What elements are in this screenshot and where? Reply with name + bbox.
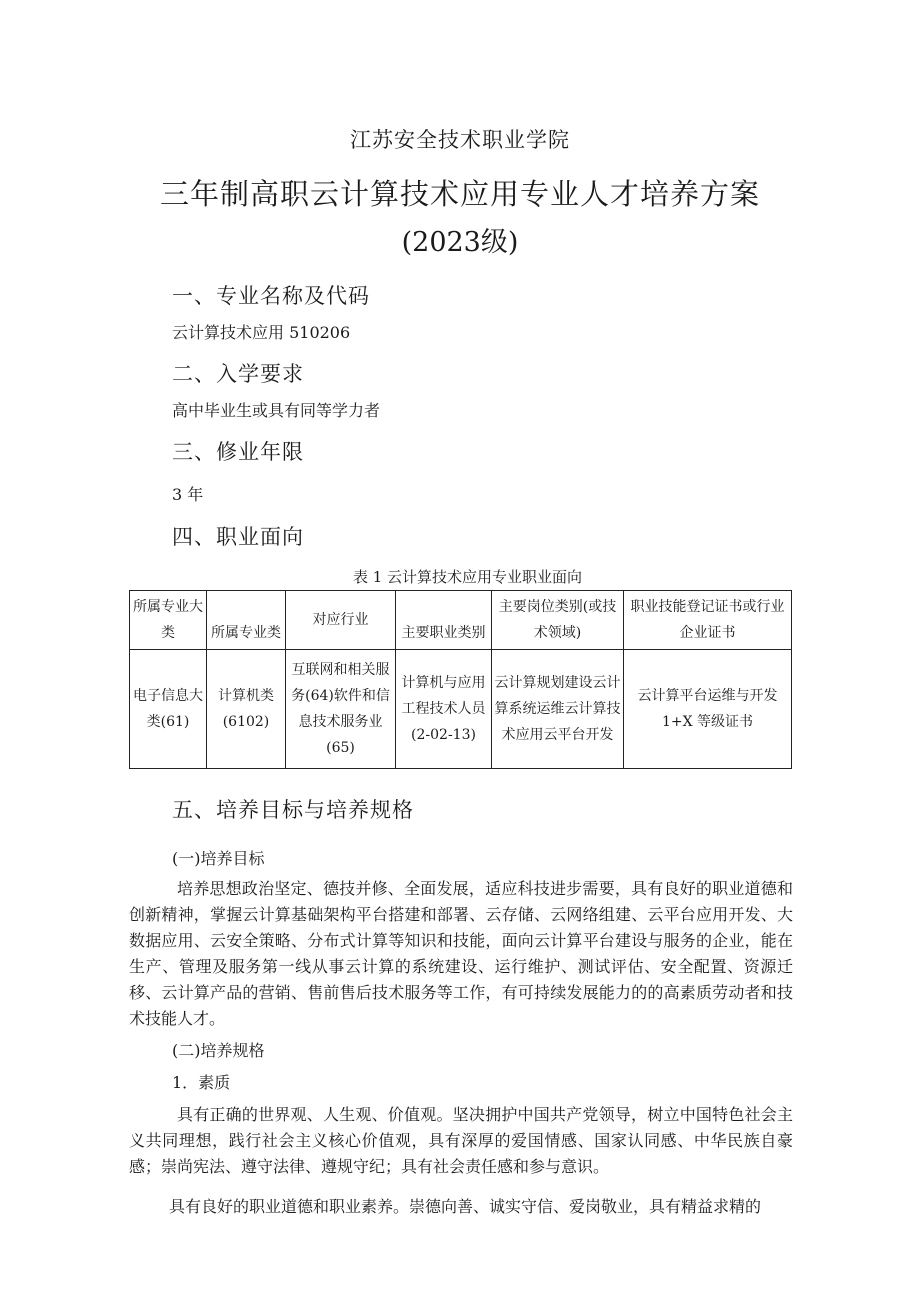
occupation-table [129,590,792,769]
quality-heading: 1．素质 [172,1073,231,1092]
table-header-cell: 主要职业类别 [396,591,492,650]
document-grade: (2023级) [401,227,519,258]
table-caption: 表 1 云计算技术应用专业职业面向 [352,568,583,586]
section-1-text: 云计算技术应用 510206 [172,323,351,342]
quality-paragraph-1: 具有正确的世界观、人生观、价值观。坚决拥护中国共产党领导，树立中国特色社会主义共同理想，践行社会主义核心价值观，具有深厚的爱国情感、国家认同感、中华民族自豪感；崇尚宪法、遵守法律、遵规守纪；具有社会责任感和参与意识。 [129,1105,793,1176]
table-header-cell: 对应行业 [286,591,396,650]
table-header-cell: 所属专业大类 [130,591,207,650]
table-cell: 互联网和相关服务(64)软件和信息技术服务业(65) [286,650,396,769]
section-2-text: 高中毕业生或具有同等学力者 [172,401,381,420]
section-2-heading: 二、入学要求 [172,362,304,386]
section-1-heading: 一、专业名称及代码 [172,284,370,308]
section-4-heading: 四、职业面向 [172,525,304,549]
goals-heading: (一)培养目标 [172,849,265,868]
school-name: 江苏安全技术职业学院 [350,128,570,152]
table-header-cell: 职业技能登记证书或行业企业证书 [624,591,792,650]
table-cell: 云计算平台运维与开发 1+X 等级证书 [624,650,792,769]
section-3-heading: 三、修业年限 [172,440,304,464]
table-header-cell: 主要岗位类别(或技术领域) [492,591,624,650]
table-cell: 计算机类(6102) [207,650,286,769]
goals-paragraph: 培养思想政治坚定、德技并修、全面发展，适应科技进步需要，具有良好的职业道德和创新精神，掌握云计算基础架构平台搭建和部署、云存储、云网络组建、云平台应用开发、大数据应用、云安全策略、分布式计算等知识和技能，面向云计算平台建设与服务的企业，能在生产、管理及服务第一线从事云计算的系统建设、运行维护、测试评估、安全配置、资源迁移、云计算产品的营销、售前售后技术服务等工作，有可持续发展能力的的高素质劳动者和技术技能人才。 [129,879,793,1028]
section-3-text: 3 年 [172,485,204,504]
specs-heading: (二)培养规格 [172,1041,265,1060]
table-cell: 云计算规划建设云计算系统运维云计算技术应用云平台开发 [492,650,624,769]
quality-paragraph-2: 具有良好的职业道德和职业素养。崇德向善、诚实守信、爱岗敬业，具有精益求精的 [169,1197,762,1216]
document-title: 三年制高职云计算技术应用专业人才培养方案 [159,177,760,211]
table-cell: 计算机与应用工程技术人员(2-02-13) [396,650,492,769]
section-5-heading: 五、培养目标与培养规格 [172,798,414,822]
table-cell: 电子信息大类(61) [130,650,207,769]
table-row [130,650,792,769]
table-header-row [130,591,792,650]
table-header-cell: 所属专业类 [207,591,286,650]
